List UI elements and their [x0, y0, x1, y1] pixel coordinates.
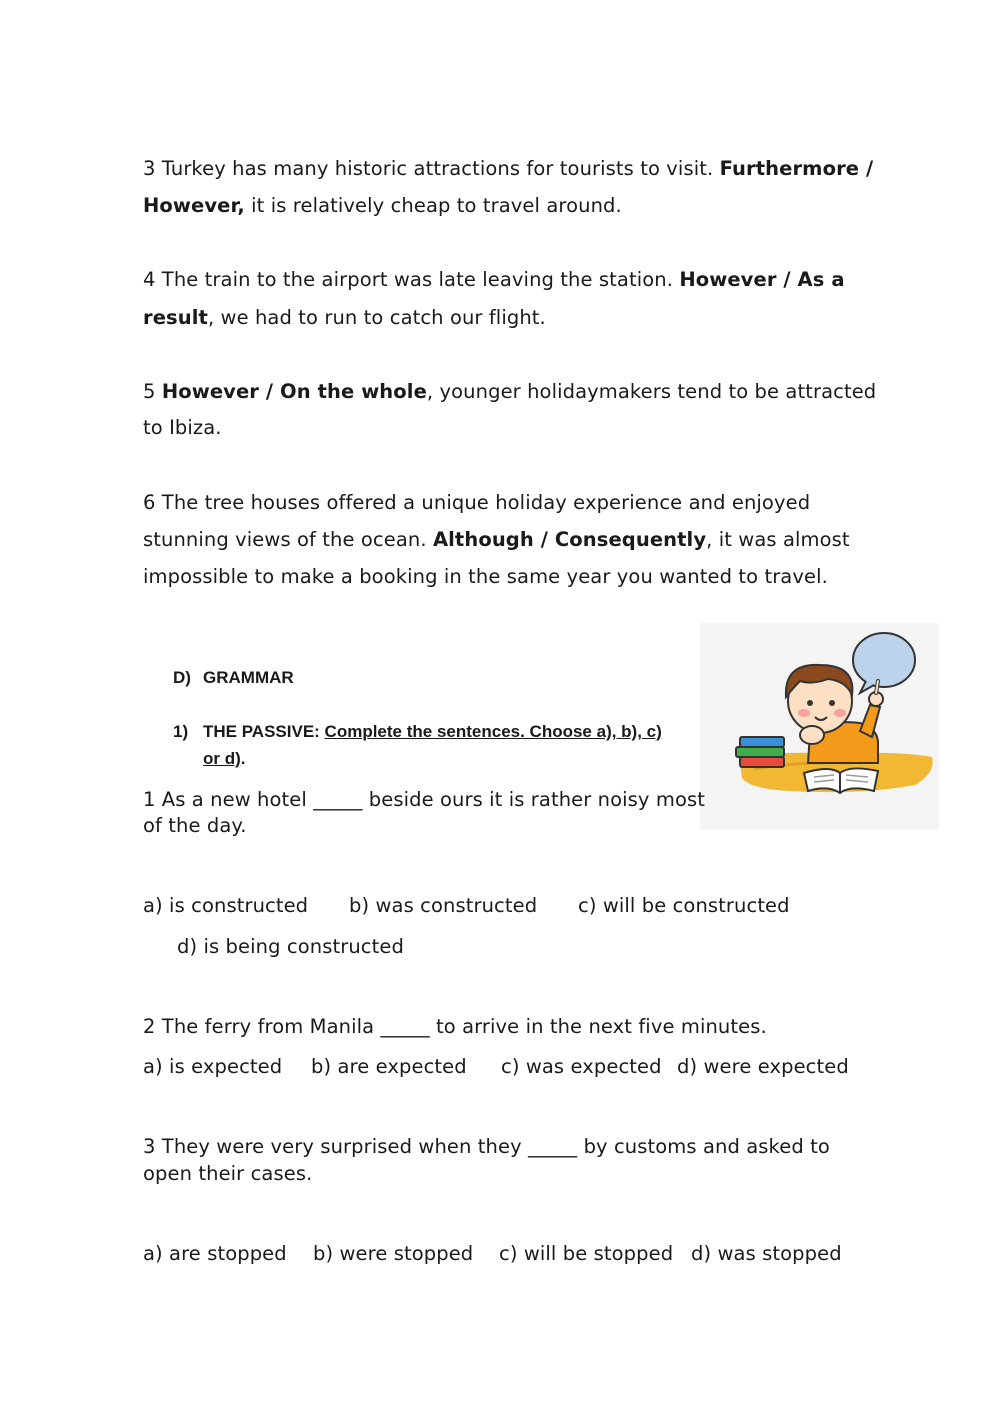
q6-option-bold: Although / Consequently	[432, 528, 707, 551]
student-reading-svg	[700, 623, 939, 830]
connector-q6-line-3: impossible to make a booking in the same year you wanted to travel.	[143, 565, 828, 588]
passive-q2-option-c[interactable]: c) was expected	[501, 1055, 662, 1078]
subsection-instruction-line-1	[203, 722, 662, 742]
passive-q2-option-d[interactable]: d) were expected	[677, 1055, 849, 1078]
passive-q3-option-a[interactable]: a) are stopped	[143, 1242, 287, 1265]
subsection-instruction-line-2	[203, 749, 246, 769]
passive-q2-option-a[interactable]: a) is expected	[143, 1055, 283, 1078]
passive-q1-option-a[interactable]: a) is constructed	[143, 894, 309, 917]
connector-q6-line-1: 6 The tree houses offered a unique holiday experience and enjoyed	[143, 491, 811, 514]
subsection-period: .	[240, 749, 246, 768]
connector-q5-line-1	[143, 380, 876, 403]
q6-text: , it was almost	[706, 528, 850, 551]
q3-text: it is relatively cheap to travel around.	[244, 194, 622, 217]
passive-q1-option-c[interactable]: c) will be constructed	[578, 894, 790, 917]
passive-q1-option-b[interactable]: b) was constructed	[349, 894, 538, 917]
q5-number: 5	[143, 380, 162, 403]
passive-q3-option-d[interactable]: d) was stopped	[691, 1242, 842, 1265]
passive-q1-line-1: 1 As a new hotel _____ beside ours it is rather noisy most	[143, 788, 705, 811]
q5-option-bold: However / On the whole	[161, 380, 427, 403]
passive-q3-option-c[interactable]: c) will be stopped	[499, 1242, 674, 1265]
q4-option-bold: However / As a	[679, 268, 845, 291]
passive-q2-option-b[interactable]: b) are expected	[311, 1055, 467, 1078]
section-label: D)	[173, 668, 191, 687]
q5-text: , younger holidaymakers tend to be attracted	[426, 380, 877, 403]
q4-text: , we had to run to catch our flight.	[207, 306, 546, 329]
passive-q1-line-2: of the day.	[143, 814, 247, 837]
q6-text: stunning views of the ocean.	[143, 528, 433, 551]
passive-q3-line-1: 3 They were very surprised when they _____ by customs and asked to	[143, 1135, 830, 1158]
q3-option-bold: Furthermore /	[719, 157, 874, 180]
subsection-instruction: Complete the sentences. Choose a), b), c)	[324, 722, 662, 741]
passive-q3-option-b[interactable]: b) were stopped	[313, 1242, 474, 1265]
q4-option-bold: result	[143, 306, 208, 329]
section-title: GRAMMAR	[203, 668, 294, 687]
connector-q3-line-1	[143, 157, 873, 180]
connector-q5-line-2: to Ibiza.	[143, 416, 222, 439]
subsection-instruction: or d)	[203, 749, 241, 768]
connector-q4-line-2	[143, 306, 546, 329]
passive-q1-option-d[interactable]: d) is being constructed	[177, 935, 404, 958]
connector-q6-line-2	[143, 528, 850, 551]
connector-q3-line-2	[143, 194, 622, 217]
passive-q2-line-1: 2 The ferry from Manila _____ to arrive in the next five minutes.	[143, 1015, 767, 1038]
q4-text: 4 The train to the airport was late leaving the station.	[143, 268, 680, 291]
subsection-label: 1)	[173, 722, 189, 741]
connector-q4-line-1	[143, 268, 845, 291]
subsection-title: THE PASSIVE:	[203, 722, 325, 741]
passive-q3-line-2: open their cases.	[143, 1162, 313, 1185]
student-reading-illustration	[700, 623, 939, 830]
q3-text: 3 Turkey has many historic attractions for tourists to visit.	[143, 157, 720, 180]
q3-option-bold: However,	[143, 194, 245, 217]
